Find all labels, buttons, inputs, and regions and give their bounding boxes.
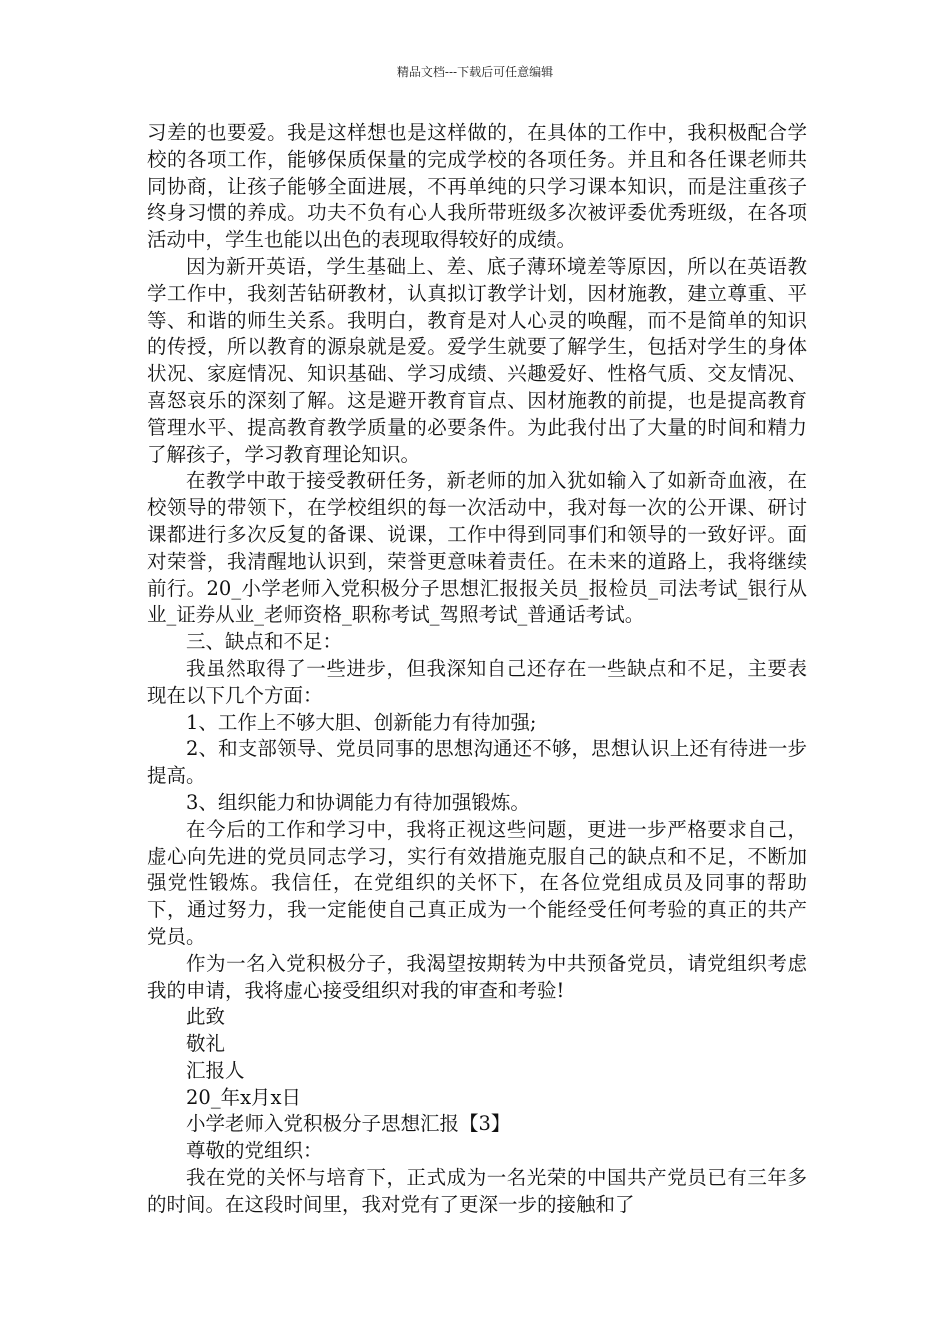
section-heading-shortcomings: 三、缺点和不足： [186, 630, 343, 654]
paragraph-5: 我虽然取得了一些进步，但我深知自己还存在一些缺点和不足，主要表现在以下几个方面： [147, 656, 807, 707]
signature-label: 汇报人 [186, 1058, 245, 1082]
document-body [147, 120, 807, 1219]
paragraph-2: 因为新开英语，学生基础上、差、底子薄环境差等原因，所以在英语教学工作中，我刻苦钻研教材，认真拟订教学计划，因材施教，建立尊重、平等、和谐的师生关系。我明白，教育是对人心灵的唤醒，而不是简单的知识的传授，所以教育的源泉就是爱。爱学生就要了解学生，包括对学生的身体状况、家庭情况、知识基础、学习成绩、兴趣爱好、性格气质、交友情况、喜怒哀乐的深刻了解。这是避开教育盲点、因材施教的前提，也是提高教育管理水平、提高教育教学质量的必要条件。为此我付出了大量的时间和精力了解孩子，学习教育理论知识。 [147, 254, 807, 466]
closing-regards: 敬礼 [186, 1032, 226, 1056]
greeting: 尊敬的党组织： [186, 1139, 323, 1163]
list-item-2: 2、和支部领导、党员同事的思想沟通还不够，思想认识上还有待进一步提高。 [147, 737, 807, 788]
signature-date: 20_年x月x日 [186, 1085, 302, 1109]
paragraph-3: 在教学中敢于接受教研任务，新老师的加入犹如输入了如新奇血液，在校领导的带领下，在学校组织的每一次活动中，我对每一次的公开课、研讨课都进行多次反复的备课、说课，工作中得到同事们和领导的一致好评。面对荣誉，我清醒地认识到，荣誉更意味着责任。在未来的道路上，我将继续前行。20_小学老师入党积极分子思想汇报报关员_报检员_司法考试_银行从业_证券从业_老师资格_职称考试_驾照考试_普通话考试。 [147, 469, 807, 627]
list-item-1: 1、工作上不够大胆、创新能力有待加强; [186, 710, 537, 734]
list-item-3: 3、组织能力和协调能力有待加强锻炼。 [186, 790, 530, 814]
paragraph-9: 在今后的工作和学习中，我将正视这些问题，更进一步严格要求自己，虚心向先进的党员同志学习，实行有效措施克服自己的缺点和不足，不断加强党性锻炼。我信任，在党组织的关怀下，在各位党组成员及同事的帮助下，通过努力，我一定能使自己真正成为一个能经受任何考验的真正的共产党员。 [147, 817, 807, 948]
section-title: 小学老师入党积极分子思想汇报【3】 [186, 1112, 511, 1136]
paragraph-10: 作为一名入党积极分子，我渴望按期转为中共预备党员，请党组织考虑我的申请，我将虚心接受组织对我的审查和考验! [147, 951, 807, 1002]
paragraph-1: 习差的也要爱。我是这样想也是这样做的，在具体的工作中，我积极配合学校的各项工作，能够保质保量的完成学校的各项任务。并且和各任课老师共同协商，让孩子能够全面进展，不再单纯的只学习课本知识，而是注重孩子终身习惯的养成。功夫不负有心人我所带班级多次被评委优秀班级，在各项活动中，学生也能以出色的表现取得较好的成绩。 [147, 121, 807, 252]
paragraph-17: 我在党的关怀与培育下，正式成为一名光荣的中国共产党员已有三年多的时间。在这段时间里，我对党有了更深一步的接触和了 [147, 1166, 807, 1216]
closing-salutation: 此致 [186, 1005, 226, 1029]
page-header: 精品文档---下载后可任意编辑 [396, 65, 554, 79]
